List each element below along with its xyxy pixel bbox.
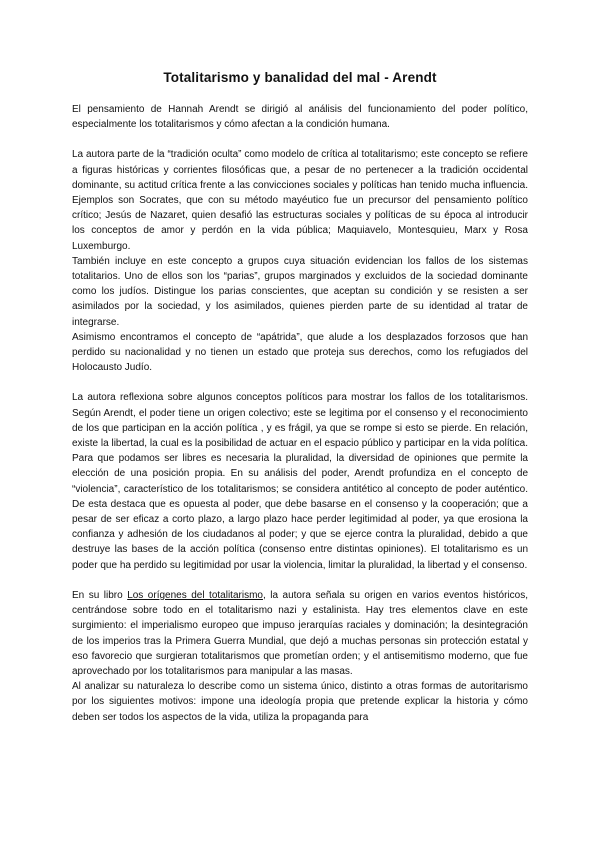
paragraph-gap [72,132,528,147]
paragraph-parias: También incluye en este concepto a grupos cuya situación evidencian los fallos de los sistemas totalitarios. Uno de ellos son los “parias”, grupos marginados y excluidos de la sociedad dominante como los judíos. Distingue los parias conscientes, que aceptan su condición y se resisten a ser asimilados por la sociedad, y los asimilados, quienes pierden parte de su identidad al tratar de integrarse. [72,255,528,328]
paragraph-gap [72,375,528,390]
paragraph-nature: Al analizar su naturaleza lo describe como un sistema único, distinto a otras formas de autoritarismo por los siguientes motivos: impone una ideología propia que pretende explicar la historia y cómo deben ser todos los aspectos de la vida, utiliza la propaganda para [72,681,528,723]
paragraph-political-concepts: La autora reflexiona sobre algunos conceptos políticos para mostrar los fallos de los totalitarismos. Según Arendt, el poder tiene un origen colectivo; este se legitima por el consenso y el reconocimiento de los que participan en la acción política , y es frágil, ya que se rompe si esto se pierde. En relación, existe la libertad, la cual es la posibilidad de actuar en el espacio público y participar en la vida política. Para que podamos ser libres es necesaria la pluralidad, la diversidad de opiniones que permite la elección de una posición propia. En su análisis del poder, Arendt profundiza en el concepto de “violencia”, característico de los totalitarismos; se considera antitético al concepto de poder auténtico. De esta destaca que es opuesta al poder, que debe basarse en el consenso y la cooperación; que a pesar de ser eficaz a corto plazo, a largo plazo hace perder legitimidad al poder, ya que erosiona la confianza y adhesión de los ciudadanos al poder; y que se ejerce contra la pluralidad, debido a que destruye las bases de la acción política (consenso entre distintas opiniones). El totalitarismo es un poder que ha perdido su legitimidad por usar la violencia, limitar la pluralidad, la libertad y el consenso. [72,392,528,571]
book-title: Los orígenes del totalitarismo [127,589,263,601]
paragraph-apatrida: Asimismo encontramos el concepto de “apátrida”, que alude a los desplazados forzosos que han perdido su nacionalidad y no tienen un estado que proteja sus derechos, como los refugiados del Holocausto Judío. [72,331,528,374]
paragraph-hidden-tradition: La autora parte de la “tradición oculta” como modelo de crítica al totalitarismo; este concepto se refiere a figuras históricas y corrientes filosóficas que, a pesar de no pertenecer a la tradición occidental dominante, su actitud crítica frente a las convicciones sociales y políticas han tenido mucha influencia. Ejemplos son Socrates, que con su método mayéutico fue un precursor del pensamiento político crítico; Jesús de Nazaret, quien desafió las estructuras sociales y políticas de su época al introducir los conceptos de amor y perdón en la vida pública; Maquiavelo, Montesquieu, Marx y Rosa Luxemburgo. [72,149,528,252]
origins-text: , la autora señala su origen en varios eventos históricos, centrándose sobre todo en el totalitarismo nazi y estalinista. Hay tres elementos clave en este surgimiento: el imperialismo europeo que impuso jerarquías raciales y dominación; la desintegración de los imperios tras la Primera Guerra Mundial, que dejó a muchas personas sin protección estatal y eso favorecio que surgieran totalitarismos que prometían orden; y el antisemitismo moderno, que fue aprovechado por los totalitarismos para manipular a las masas. [72,589,529,677]
paragraph-origins [72,588,528,679]
paragraph-intro: El pensamiento de Hannah Arendt se dirigió al análisis del funcionamiento del poder político, especialmente los totalitarismos y cómo afectan a la condición humana. [72,104,528,131]
document-title: Totalitarismo y banalidad del mal - Arendt [163,70,437,85]
origins-prefix: En su libro [72,589,128,601]
paragraph-gap [72,573,528,588]
